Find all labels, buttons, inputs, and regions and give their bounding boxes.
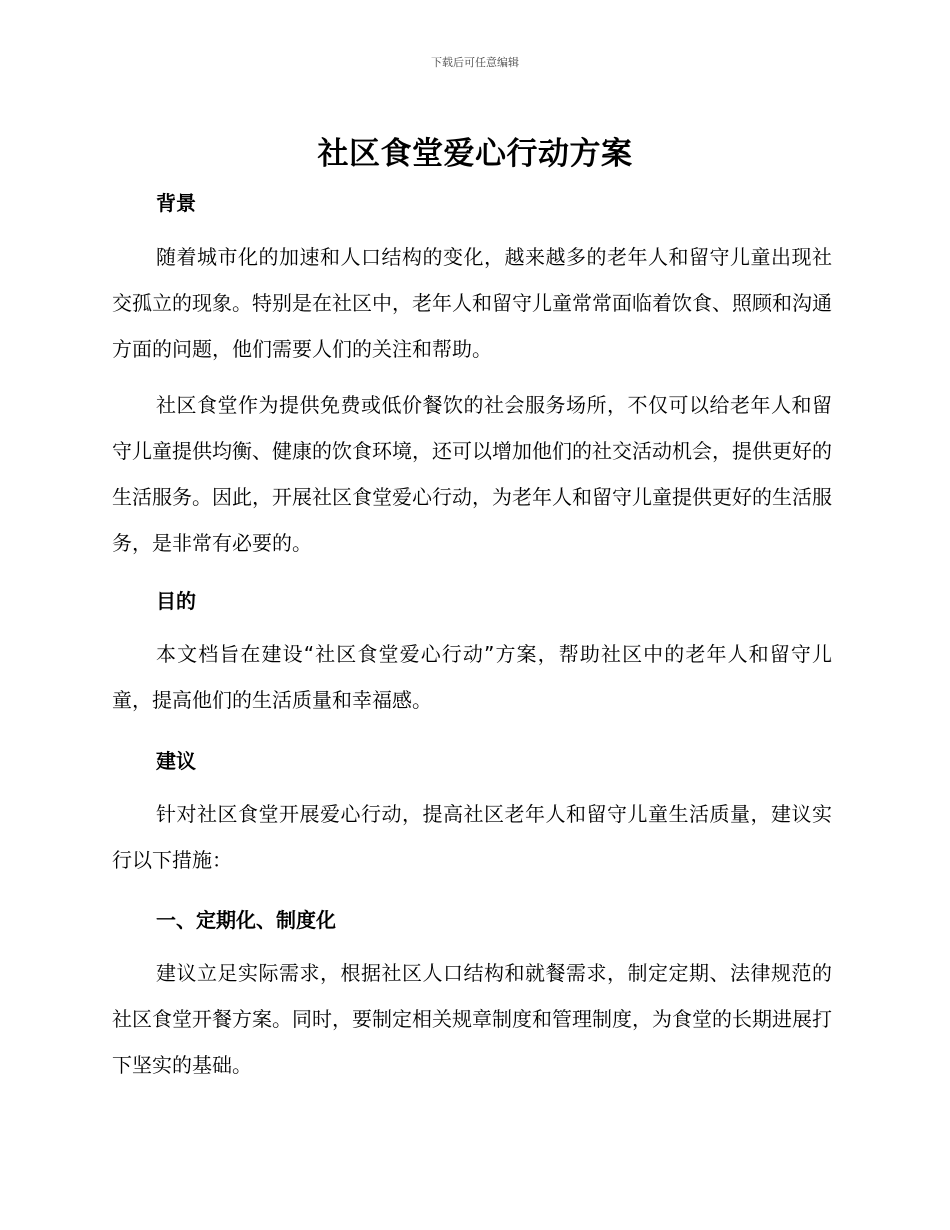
header-note: 下载后可任意编辑 [431,56,519,69]
paragraph-suggestion-1: 针对社区食堂开展爱心行动，提高社区老年人和留守儿童生活质量，建议实行以下措施： [112,802,832,872]
document-title: 社区食堂爱心行动方案 [317,136,633,172]
section-heading-item-1: 一、定期化、制度化 [156,908,336,932]
section-heading-suggestion: 建议 [156,749,196,773]
paragraph-background-2: 社区食堂作为提供免费或低价餐饮的社会服务场所，不仅可以给老年人和留守儿童提供均衡、健康的饮食环境，还可以增加他们的社交活动机会，提供更好的生活服务。因此，开展社区食堂爱心行动，为老年人和留守儿童提供更好的生活服务，是非常有必要的。 [112,393,832,555]
section-heading-background: 背景 [156,191,196,215]
section-heading-purpose: 目的 [156,589,196,613]
paragraph-item-1: 建议立足实际需求，根据社区人口结构和就餐需求，制定定期、法律规范的社区食堂开餐方案。同时，要制定相关规章制度和管理制度，为食堂的长期进展打下坚实的基础。 [112,961,832,1077]
paragraph-purpose-1: 本文档旨在建设“社区食堂爱心行动”方案，帮助社区中的老年人和留守儿童，提高他们的生活质量和幸福感。 [112,642,832,712]
paragraph-background-1: 随着城市化的加速和人口结构的变化，越来越多的老年人和留守儿童出现社交孤立的现象。特别是在社区中，老年人和留守儿童常常面临着饮食、照顾和沟通方面的问题，他们需要人们的关注和帮助。 [112,245,832,361]
